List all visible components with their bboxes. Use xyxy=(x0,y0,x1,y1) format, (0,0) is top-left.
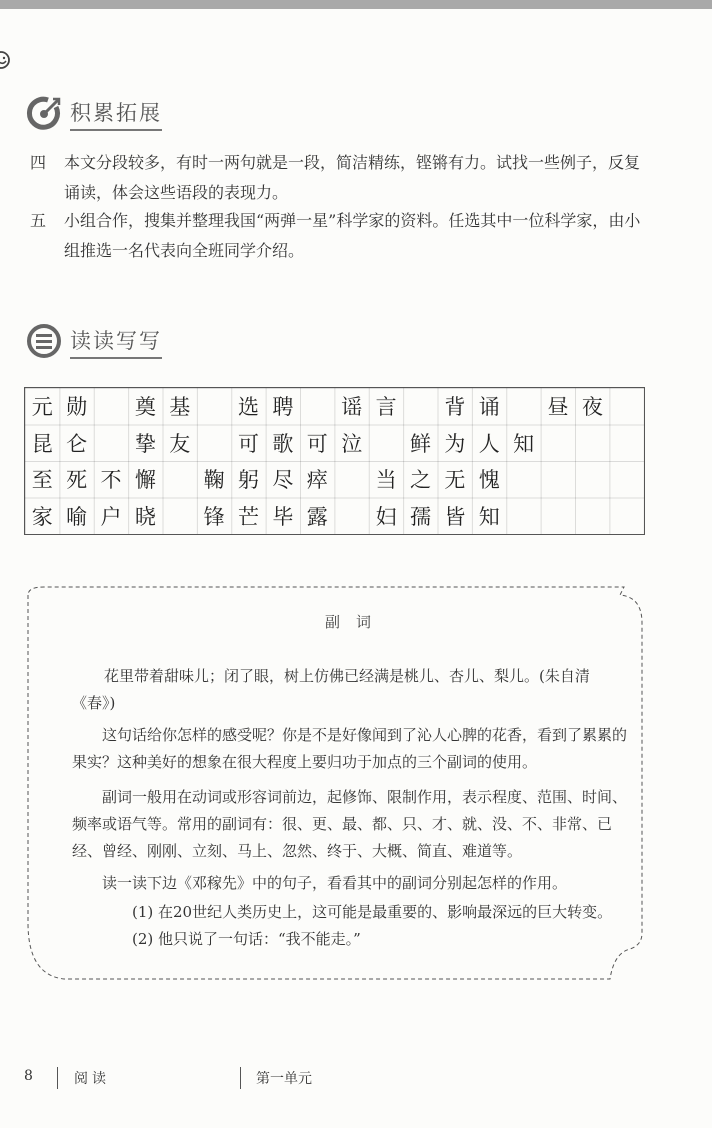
grid-cell: 可 xyxy=(238,431,260,456)
grid-cell xyxy=(575,425,609,462)
grid-cell: 芒 xyxy=(238,504,260,529)
grid-cell: 歌 xyxy=(272,431,294,456)
grid-cell: 毕 xyxy=(272,504,294,529)
grid-cell xyxy=(335,461,369,498)
grid-cell: 懈 xyxy=(134,468,156,493)
grid-cell: 仑 xyxy=(66,431,88,456)
grid-cell: 死 xyxy=(66,468,88,493)
grid-cell: 知 xyxy=(478,504,500,529)
grid-cell: 尽 xyxy=(272,468,294,493)
grid-cell: 知 xyxy=(513,431,535,456)
grid-cell: 之 xyxy=(409,468,431,493)
grid-cell xyxy=(369,425,403,462)
grid-cell: 可 xyxy=(306,431,328,456)
grid-cell xyxy=(197,425,231,462)
top-bar xyxy=(0,0,712,9)
example-sentence-2: (2) 他只说了一句话：“我不能走。” xyxy=(132,930,361,948)
grid-cell xyxy=(610,388,644,425)
page-number: 8 xyxy=(24,1068,33,1084)
grid-cell: 晓 xyxy=(134,504,156,529)
grid-cell: 昆 xyxy=(31,431,53,456)
grid-cell xyxy=(300,388,334,425)
exercise-item xyxy=(30,206,650,266)
grid-cell xyxy=(541,461,575,498)
grid-cell: 奠 xyxy=(134,395,156,420)
grid-cell: 户 xyxy=(100,504,122,529)
quote-paragraph: 花里带着甜味儿；闭了眼，树上仿佛已经满是桃儿、杏儿、梨儿。(朱自清《春》) xyxy=(72,667,590,712)
grid-cell xyxy=(506,388,540,425)
grid-cell: 言 xyxy=(375,395,397,420)
grid-cell xyxy=(94,388,128,425)
grid-cell: 昼 xyxy=(547,395,569,420)
grid-cell: 躬 xyxy=(238,468,260,493)
grid-cell xyxy=(575,498,609,535)
grid-cell xyxy=(575,461,609,498)
smiley-icon xyxy=(0,50,11,70)
grid-cell: 背 xyxy=(444,395,466,420)
grid-cell xyxy=(506,498,540,535)
grid-cell: 露 xyxy=(306,504,328,529)
section-title: 读读写写 xyxy=(70,325,162,359)
grid-cell: 泣 xyxy=(341,431,363,456)
definition-paragraph: 副词一般用在动词或形容词前边，起修饰、限制作用，表示程度、范围、时间、频率或语气等。常用的副词有：很、更、最、都、只、才、就、没、不、非常、已经、曾经、刚刚、立刻、马上、忽然、终于、大概、简直、难道等。 xyxy=(72,788,628,860)
grid-cell: 人 xyxy=(478,431,500,456)
exercise-text: 本文分段较多，有时一两句就是一段，简洁精练，铿锵有力。试找一些例子，反复诵读，体会这些语段的表现力。 xyxy=(64,153,641,202)
grid-cell: 家 xyxy=(31,504,53,529)
grid-cell: 锋 xyxy=(203,504,225,529)
grid-cell xyxy=(94,425,128,462)
grid-cell: 挚 xyxy=(134,431,156,456)
grid-cell xyxy=(197,388,231,425)
grid-cell: 皆 xyxy=(444,504,466,529)
footer-divider xyxy=(240,1067,241,1089)
grid-cell: 为 xyxy=(444,431,466,456)
exercise-text: 小组合作，搜集并整理我国“两弹一星”科学家的资料。任选其中一位科学家，由小组推选一名代表向全班同学介绍。 xyxy=(64,211,641,260)
grid-cell: 孺 xyxy=(409,504,431,529)
grid-cell xyxy=(610,425,644,462)
grid-cell: 鲜 xyxy=(409,431,431,456)
grid-cell: 友 xyxy=(169,431,191,456)
grid-cell: 聘 xyxy=(272,395,294,420)
target-icon xyxy=(26,95,62,131)
menu-circle-icon xyxy=(26,323,62,359)
grid-cell: 愧 xyxy=(478,468,500,493)
grid-cell: 基 xyxy=(169,395,191,420)
box-title: 副词 xyxy=(324,613,387,631)
grid-cell xyxy=(541,498,575,535)
footer-unit: 第一单元 xyxy=(256,1071,312,1087)
grid-cell: 夜 xyxy=(581,395,603,420)
grid-cell xyxy=(506,461,540,498)
grid-cell: 鞠 xyxy=(203,468,225,493)
grid-cell: 元 xyxy=(31,395,53,420)
grid-cell xyxy=(541,425,575,462)
grid-cell xyxy=(610,461,644,498)
footer-divider xyxy=(57,1067,58,1089)
grid-cell: 无 xyxy=(444,468,466,493)
grid-cell: 选 xyxy=(238,395,260,420)
footer-part: 阅读 xyxy=(74,1071,110,1087)
exercise-number: 四 xyxy=(30,153,47,172)
grid-cell xyxy=(163,461,197,498)
question-paragraph: 这句话给你怎样的感受呢？你是不是好像闻到了沁人心脾的花香，看到了累累的果实？这种美好的想象在很大程度上要归功于加点的三个副词的使用。 xyxy=(72,726,628,771)
grid-cell: 诵 xyxy=(478,395,500,420)
grid-cell: 当 xyxy=(375,468,397,493)
grid-cell xyxy=(163,498,197,535)
exercise-item xyxy=(30,148,650,208)
grid-cell xyxy=(335,498,369,535)
task-paragraph: 读一读下边《邓稼先》中的句子，看看其中的副词分别起怎样的作用。 xyxy=(102,874,568,892)
example-sentence-1: (1) 在20世纪人类历史上，这可能是最重要的、影响最深远的巨大转变。 xyxy=(132,903,613,921)
section-title: 积累拓展 xyxy=(70,97,162,131)
grid-cell: 瘁 xyxy=(306,468,328,493)
grid-cell xyxy=(610,498,644,535)
vocabulary-grid xyxy=(24,387,645,535)
grid-cell: 至 xyxy=(31,468,53,493)
grid-cell: 勋 xyxy=(66,395,88,420)
grid-cell: 谣 xyxy=(341,395,363,420)
grid-cell: 妇 xyxy=(375,504,397,529)
grid-cell: 不 xyxy=(100,468,122,493)
grid-cell: 喻 xyxy=(66,504,88,529)
exercise-number: 五 xyxy=(30,211,47,230)
grid-cell xyxy=(403,388,437,425)
